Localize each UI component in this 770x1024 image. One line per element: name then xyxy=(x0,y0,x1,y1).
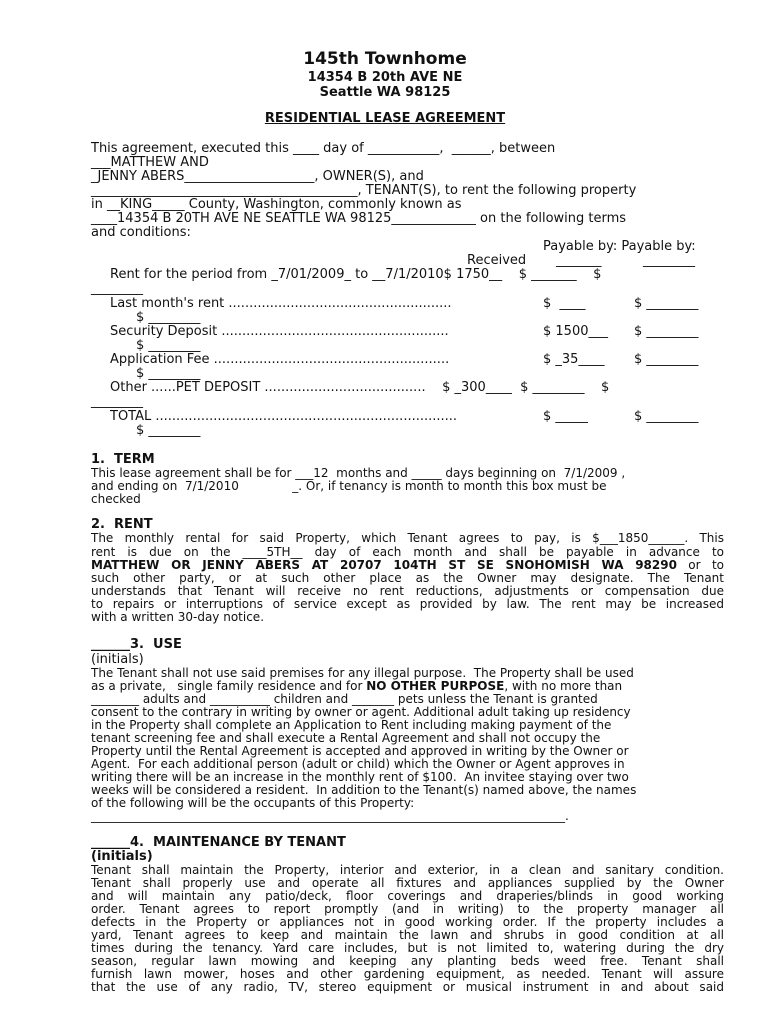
received-header: Received xyxy=(467,253,527,268)
intro-line: _________________________________________, TENANT(S), to rent the following property xyxy=(91,183,637,198)
security-deposit-label: Security Deposit ....................................................... xyxy=(110,324,449,339)
use-line: writing there will be an increase in the monthly rent of $100. An invitee staying over two xyxy=(91,770,629,784)
property-title: 145th Townhome xyxy=(303,49,467,69)
use-line: of the following will be the occupants of this Property: xyxy=(91,796,415,810)
maintenance-line: times during the tenancy. Yard care includes, but is not limited to, watering during the dry xyxy=(91,941,724,955)
intro-line: in __KING_____ County, Washington, commonly known as xyxy=(91,197,462,212)
property-address-line2: Seattle WA 98125 xyxy=(319,85,451,100)
use-line: in the Property shall complete an Application to Rent including making payment of the xyxy=(91,718,612,732)
last-month-rent-col3: $ ________ xyxy=(136,310,201,325)
rent-line: with a written 30-day notice. xyxy=(91,610,265,624)
term-line: and ending on 7/1/2010 _. Or, if tenancy is month to month this box must be xyxy=(91,479,607,493)
total-label: TOTAL ......................................................................... xyxy=(110,409,458,424)
application-fee-label: Application Fee ......................................................... xyxy=(110,352,450,367)
use-heading: ______3. USE xyxy=(91,637,182,652)
use-line: Property until the Rental Agreement is accepted and approved in writing by the Owner or xyxy=(91,744,629,758)
received-blank-2: ________ xyxy=(643,253,695,268)
security-deposit-amount: $ 1500___ xyxy=(543,324,608,339)
total-amount: $ _____ xyxy=(543,409,588,424)
other-pet-deposit-cont: ________ xyxy=(91,394,143,409)
use-line: ________ adults and __________ children and _______ pets unless the Tenant is granted xyxy=(91,692,598,706)
maintenance-line: Tenant shall maintain the Property, interior and exterior, in a clean and sanitary condition. xyxy=(91,863,724,877)
rent-line: rent is due on the ____5TH__ day of each month and shall be payable in advance to xyxy=(91,545,724,559)
intro-line: ___MATTHEW AND xyxy=(91,155,209,170)
rent-period-row: Rent for the period from _7/01/2009_ to __7/1/2010$ 1750__ $ _______ $ xyxy=(110,267,602,282)
term-line: This lease agreement shall be for ___12 months and _____ days beginning on 7/1/2009 , xyxy=(91,466,626,480)
use-initials: (initials) xyxy=(91,652,144,667)
rent-line: The monthly rental for said Property, which Tenant agrees to pay, is $___1850______. This xyxy=(91,531,724,545)
application-fee-col3: $ ________ xyxy=(136,366,201,381)
maintenance-heading: ______4. MAINTENANCE BY TENANT xyxy=(91,835,346,850)
rent-payee-address: MATTHEW OR JENNY ABERS AT 20707 104TH ST SE SNOHOMISH WA 98290 xyxy=(91,558,677,572)
last-month-rent-label: Last month's rent ...................................................... xyxy=(110,296,452,311)
payable-by-header: Payable by: Payable by: xyxy=(543,239,696,254)
maintenance-line: defects in the Property or appliances not in good working order. If the property includes a xyxy=(91,915,724,929)
security-deposit-col2: $ ________ xyxy=(634,324,699,339)
maintenance-line: Tenant shall properly use and operate all fixtures and appliances supplied by the Owner xyxy=(91,876,724,890)
received-blank: _______ xyxy=(556,253,602,268)
use-line-part: , with no more than xyxy=(504,679,623,693)
use-line-part: as a private, single family residence and for xyxy=(91,679,367,693)
maintenance-line: season, regular lawn mowing and keeping any planting beds weed free. Tenant shall xyxy=(91,954,724,968)
property-address-line1: 14354 B 20th AVE NE xyxy=(307,70,463,85)
use-line: Agent. For each additional person (adult or child) which the Owner or Agent approves in xyxy=(91,757,625,771)
intro-line: _JENNY ABERS____________________, OWNER(S), and xyxy=(91,169,424,184)
document-title: RESIDENTIAL LEASE AGREEMENT xyxy=(264,111,506,126)
application-fee-amount: $ _35____ xyxy=(543,352,605,367)
occupants-blank-line: _______________________________________________________________________________. xyxy=(91,809,569,823)
maintenance-line: that the use of any radio, TV, stereo equipment or musical instrument in and about said xyxy=(91,980,724,994)
no-other-purpose: NO OTHER PURPOSE xyxy=(366,679,505,693)
application-fee-col2: $ ________ xyxy=(634,352,699,367)
other-pet-deposit-row: Other ......PET DEPOSIT ....................................... $ _300____ $ ________ $ xyxy=(110,380,610,395)
use-line: The Tenant shall not use said premises for any illegal purpose. The Property shall be used xyxy=(91,666,634,680)
maintenance-line: and will maintain any patio/deck, floor coverings and draperies/blinds in good working xyxy=(91,889,724,903)
rent-line: understands that Tenant will receive no rent reductions, adjustments or compensation due xyxy=(91,584,724,598)
maintenance-initials: (initials) xyxy=(91,849,153,864)
rent-heading: 2. RENT xyxy=(91,517,153,532)
security-deposit-col3: $ ________ xyxy=(136,338,201,353)
intro-line: and conditions: xyxy=(91,225,191,240)
rent-payee-rest: or to xyxy=(676,558,724,572)
maintenance-line: furnish lawn mower, hoses and other gardening equipment, as needed. Tenant will assure xyxy=(91,967,724,981)
last-month-rent-amount: $ ____ xyxy=(543,296,586,311)
term-line: checked xyxy=(91,492,141,506)
total-col2: $ ________ xyxy=(634,409,699,424)
last-month-rent-col2: $ ________ xyxy=(634,296,699,311)
intro-line: This agreement, executed this ____ day of ___________, ______, between xyxy=(91,141,556,156)
total-col3: $ ________ xyxy=(136,423,201,438)
use-line: weeks will be considered a resident. In addition to the Tenant(s) named above, the names xyxy=(91,783,637,797)
rent-line: to repairs or interruptions of service except as provided by law. The rent may be increased xyxy=(91,597,724,611)
intro-line: ____14354 B 20TH AVE NE SEATTLE WA 98125_____________ on the following terms xyxy=(91,211,627,226)
maintenance-line: order. Tenant agrees to report promptly (and in writing) to the property manager all xyxy=(91,902,724,916)
use-line: consent to the contrary in writing by owner or agent. Additional adult taking up residency xyxy=(91,705,631,719)
rent-period-row-cont: ________ xyxy=(91,281,143,296)
maintenance-line: yard, Tenant agrees to keep and maintain the lawn and shrubs in good condition at all xyxy=(91,928,724,942)
rent-line: such other party, or at such other place as the Owner may designate. The Tenant xyxy=(91,571,724,585)
term-heading: 1. TERM xyxy=(91,452,155,467)
use-line: tenant screening fee and shall execute a Rental Agreement and shall not occupy the xyxy=(91,731,601,745)
